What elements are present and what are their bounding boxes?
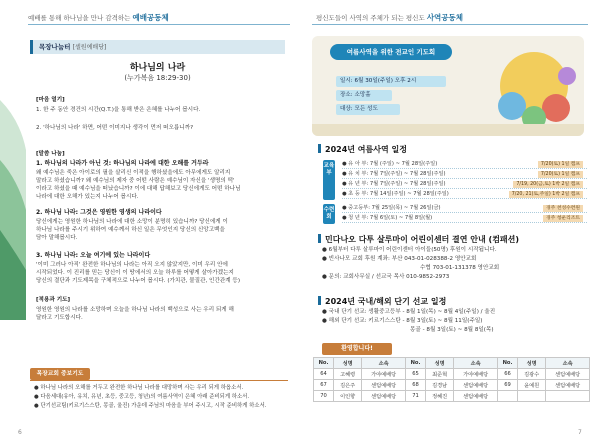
table-cell: 센텀예배당 xyxy=(362,391,406,402)
cell-group-sub: [셀원예배당] xyxy=(72,44,107,51)
hills-illustration xyxy=(0,60,26,320)
prayer-label: 목장교회 중보기도 xyxy=(30,368,90,380)
table-cell: 센텀예배당 xyxy=(454,391,498,402)
table-cell: 고혜령 xyxy=(334,369,362,380)
cell-group-header xyxy=(30,40,285,54)
table-cell xyxy=(497,391,517,402)
col-header: 소속 xyxy=(454,358,498,369)
retreat-row: ● 청 년 부: 7월 6일(토) ~ 7월 8일(월) 경주 청운리조트 xyxy=(342,214,587,223)
col-header: 소속 xyxy=(546,358,590,369)
table-cell: 정혜진 xyxy=(426,391,454,402)
col-header: 성명 xyxy=(334,358,362,369)
question-2-title: 2. 하나님 나라: 그것은 영원한 영생의 나라이다 xyxy=(36,209,162,216)
apply-line: 영원한 영원의 나라를 소망하며 오늘을 하나님 나라의 백성으로 사는 우리 되게 해 xyxy=(36,307,234,313)
share-heading: [말씀 나눔] xyxy=(36,151,65,157)
banner-target: 대상: 모든 성도 xyxy=(336,104,400,115)
table-cell: 이인향 xyxy=(334,391,362,402)
welcome-label: 환영합니다! xyxy=(322,343,392,355)
table-row xyxy=(314,391,590,402)
right-section-header xyxy=(316,12,463,23)
banner-title: 여름사역을 위한 전교인 기도회 xyxy=(330,44,452,60)
summer-schedule-heading: 2024년 여름사역 일정 xyxy=(318,144,407,155)
mindanao-line: ● 빈사나모 교회 후원 계좌: 부산 043-01-028388-2 영안교회 xyxy=(322,256,477,262)
retreat-label: 수련회 xyxy=(323,204,335,224)
right-section-title: 사역공동체 xyxy=(426,13,464,22)
table-cell: 67 xyxy=(314,380,334,391)
q2-line: 당신에게는 영원한 하나님의 나라에 대한 소망이 분명히 있습니까? 당신에게 이 xyxy=(36,219,228,225)
table-row xyxy=(314,380,590,391)
sermon-title: 하나님의 나라 xyxy=(129,63,186,73)
table-cell: 센텀예배당 xyxy=(454,380,498,391)
table-cell: 센텀예배당 xyxy=(546,369,590,380)
q3-line: 당신의 결단과 기도제목을 구체적으로 나누어 봅시다. (가치관, 물질관, 인간관계 등) xyxy=(36,278,241,284)
left-header-rule xyxy=(28,24,290,25)
table-cell: 64 xyxy=(314,369,334,380)
q1-line: 이라고 하셨을 때 예수님을 떠났습니까? 이에 대해 답해보고 당신에게도 어떤 하나님 xyxy=(36,186,241,192)
left-section-title: 예배공동체 xyxy=(132,13,169,22)
education-label: 교육부 xyxy=(323,160,335,200)
education-row: ● 유 년 부: 7월 7일(주일) ~ 7월 28일(주일) 7/19, 20(금,토) 1박 2일 캠프 xyxy=(342,180,587,189)
banner-place: 장소: 소망홀 xyxy=(336,90,392,101)
scripture-ref: (누가복음 18:29-30) xyxy=(124,74,191,82)
q3-line: '이미 그러나 아직' 완전한 하나님의 나라는 아직 오지 않았지만, 이미 우리 안에 xyxy=(36,262,228,268)
q1-line: 말라고 하셨습니까? 왜 예수님의 제자 중 어떤 사람은 예수님이 자신을 '생명의 떡' xyxy=(36,178,235,184)
table-cell: 윤예원 xyxy=(518,380,546,391)
apply-line: 달라고 기도합시다. xyxy=(36,315,83,321)
education-row: ● 유 아 부: 7월 (주일) ~ 7월 28일(주일) 7/20(토) 1일 캠프 xyxy=(342,160,587,169)
table-cell: 가야예배당 xyxy=(454,369,498,380)
page-number-left: 6 xyxy=(18,429,22,436)
q3-line: 시작되었다. 이 진리를 믿는 당신이 이 땅에서의 오늘 하루를 어떻게 살아가겠는지 xyxy=(36,270,234,276)
left-section-header xyxy=(28,12,169,23)
prayer-rule xyxy=(30,380,288,381)
prayer-item: ● 단기선교팀(키르기스스탄, 몽골, 울진) 가운데 주님의 마음을 부어 주시고, 시작 준비하게 하소서. xyxy=(34,403,267,409)
col-header: 성명 xyxy=(518,358,546,369)
table-cell: 김광수 xyxy=(518,369,546,380)
table-cell: 66 xyxy=(497,369,517,380)
table-cell: 71 xyxy=(405,391,425,402)
table-row xyxy=(314,369,590,380)
q1-line: 왜 예수님은 죽은 아이로의 필을 살리신 이적을 행하셨을에도 아무에게도 알리지 xyxy=(36,170,231,176)
short-mission-line: ● 국내 단기 선교: 생활중고등부 - 8월 1일(목) ~ 8월 4일(주일) / 울진 xyxy=(322,309,496,315)
table-cell: 김은주 xyxy=(334,380,362,391)
table-cell xyxy=(546,391,590,402)
table-cell: 최준혁 xyxy=(426,369,454,380)
right-header-rule xyxy=(312,24,588,25)
short-mission-line: ● 해외 단기 선교: 키르기스스탄 - 8월 3일(토) ~ 8월 11일(주일) xyxy=(322,318,483,324)
mindanao-line: ● 6월부터 다투 살루마이 어린이센터 아이들(50명) 후원이 시작됩니다. xyxy=(322,247,497,253)
q1-line: 나라에 대한 오해가 있는지 나누어 봅시다. xyxy=(36,194,139,200)
prayer-item: ● 하나님 나라의 오해를 거두고 완전한 하나님 나라를 대망하며 사는 우리 되게 하옵소서. xyxy=(34,385,244,391)
table-cell: 69 xyxy=(497,380,517,391)
col-header: 소속 xyxy=(362,358,406,369)
question-3-title: 3. 하나님 나라: 오늘 여기에 있는 나라이다 xyxy=(36,252,151,259)
mindanao-line: ● 문의: 교회사무실 / 선교국 목사 010-9852-2973 xyxy=(322,274,450,280)
question-1-title: 1. 하나님의 나라가 아닌 것: 하나님의 나라에 대한 오해를 거두라 xyxy=(36,160,209,167)
prayer-item: ● 다음세대(유아, 유치, 유년, 초등, 중고등, 청년)의 여름사역이 은혜 아래 준비되게 하소서. xyxy=(34,394,250,400)
open-question-2: 2. '하나님의 나라' 하면, 어떤 이미지나 생각이 먼저 떠오릅니까? xyxy=(36,125,194,131)
col-header: No. xyxy=(405,358,425,369)
table-cell: 68 xyxy=(405,380,425,391)
education-row: ● 초 등 부: 7월 14일(주일) ~ 7월 28일(주일) 7/20, 21(토,주일) 1박 2일 캠프 xyxy=(342,190,587,199)
col-header: 성명 xyxy=(426,358,454,369)
table-header-row xyxy=(314,358,590,369)
open-heading: [마음 열기] xyxy=(36,97,65,103)
q2-line: 하나님 나라를 주시기 위하여 예수께서 하신 일은 무엇인지 당신의 신앙고백을 xyxy=(36,227,225,233)
q2-line: 담아 말해봅시다. xyxy=(36,235,78,241)
mindanao-line: 수협 703-01-131378 영안교회 xyxy=(420,265,500,271)
open-question-1: 1. 한 주 동안 경건의 시간(Q.T.)을 통해 받은 은혜를 나누어 봅시다. xyxy=(36,107,201,113)
table-cell: 70 xyxy=(314,391,334,402)
table-cell: 김경남 xyxy=(426,380,454,391)
table-cell: 센텀예배당 xyxy=(546,380,590,391)
apply-heading: [적용과 기도] xyxy=(36,297,71,303)
retreat-row: ● 중고등부: 7월 25일(목) ~ 7월 26일(금) 경주 천성수련원 xyxy=(342,204,587,213)
col-header: No. xyxy=(497,358,517,369)
left-section-sub: 예배를 통해 하나님을 만나 감격하는 xyxy=(28,14,131,22)
banner-date: 일시: 6월 30일(주일) 오후 2시 xyxy=(336,76,446,87)
table-cell: 센텀예배당 xyxy=(362,380,406,391)
table-cell: 가야예배당 xyxy=(362,369,406,380)
education-row: ● 유 치 부: 7월 7일(주일) ~ 7월 28일(주일) 7/20(토) 1일 캠프 xyxy=(342,170,587,179)
col-header: No. xyxy=(314,358,334,369)
right-section-sub: 평신도들이 사역의 주체가 되는 평신도 xyxy=(316,14,425,22)
mindanao-heading: 민다나오 다투 살루마이 어린이센터 결연 안내 (컴패션) xyxy=(318,234,519,245)
cell-group-label: 목장나눔터 xyxy=(39,43,71,51)
short-mission-heading: 2024년 국내/해외 단기 선교 일정 xyxy=(318,296,446,307)
table-cell xyxy=(518,391,546,402)
page-number-right: 7 xyxy=(578,429,582,436)
newcomer-table xyxy=(313,357,590,402)
table-cell: 65 xyxy=(405,369,425,380)
short-mission-line: 몽골 - 8월 3일(토) ~ 8월 8일(목) xyxy=(410,327,494,333)
